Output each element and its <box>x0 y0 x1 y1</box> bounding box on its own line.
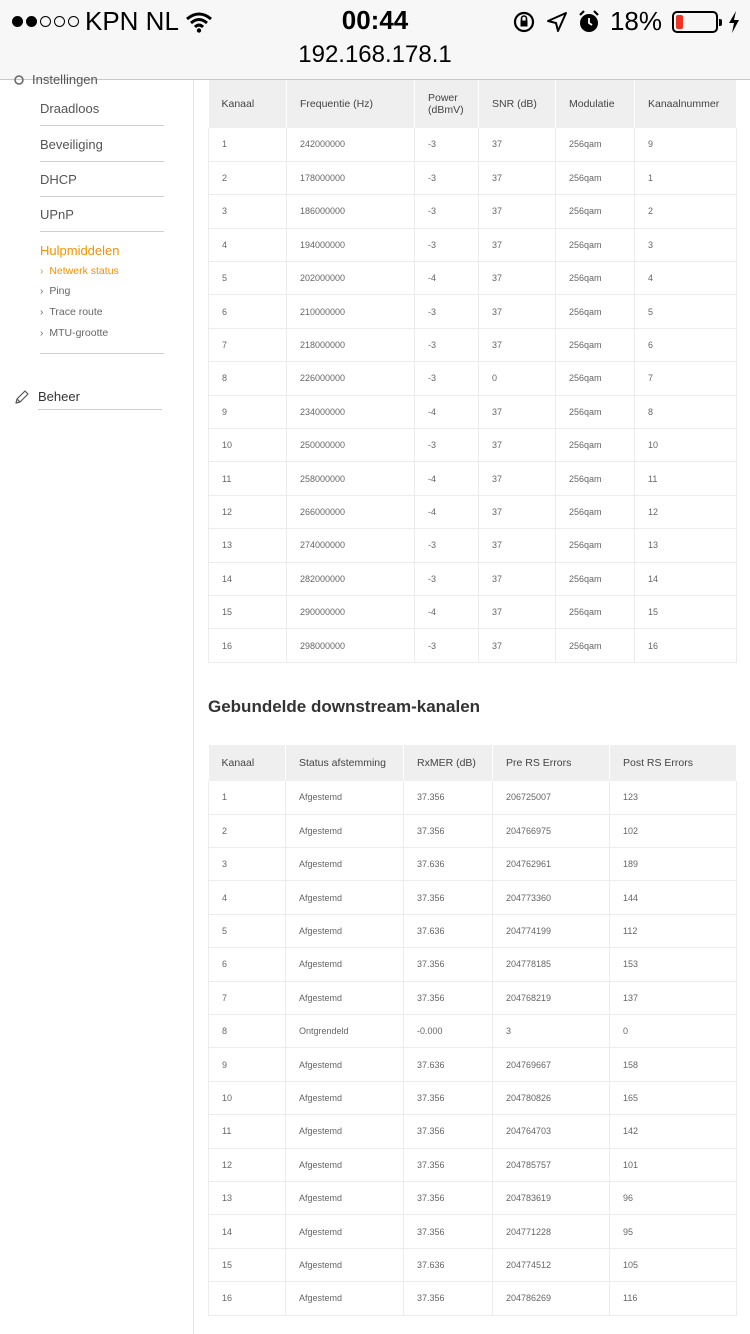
table-row <box>209 1014 737 1047</box>
table-cell: 37.356 <box>404 1215 493 1248</box>
table-row <box>209 881 737 914</box>
table-row <box>209 1282 737 1315</box>
column-header: Kanaal <box>209 745 286 781</box>
sidebar-divider <box>40 353 164 354</box>
table-cell: -4 <box>415 595 479 628</box>
table-row <box>209 629 737 662</box>
table-cell: 137 <box>610 981 737 1014</box>
table-row <box>209 1215 737 1248</box>
sidebar-item-hulpmiddelen[interactable] <box>40 243 164 267</box>
sidebar-section-label: Instellingen <box>32 72 98 87</box>
table-cell: 7 <box>635 362 737 395</box>
table-cell: 8 <box>209 362 287 395</box>
table-cell: 14 <box>635 562 737 595</box>
table-cell: 37 <box>479 562 556 595</box>
status-right <box>512 6 740 37</box>
table-cell: 102 <box>610 814 737 847</box>
table-cell: 37.636 <box>404 914 493 947</box>
column-header: Status afstemming <box>286 745 404 781</box>
sidebar-section-beheer[interactable] <box>14 389 162 410</box>
table-cell: 204768219 <box>493 981 610 1014</box>
table-header-row <box>209 80 737 128</box>
table-cell: -3 <box>415 328 479 361</box>
table-cell: 13 <box>635 529 737 562</box>
sidebar-item-label: Draadloos <box>40 101 100 116</box>
table-cell: 13 <box>209 1181 286 1214</box>
table-cell: 3 <box>209 195 287 228</box>
table-cell: -0.000 <box>404 1014 493 1047</box>
sidebar-item-label: DHCP <box>40 172 77 187</box>
table-cell: -3 <box>415 228 479 261</box>
column-header: Frequentie (Hz) <box>287 80 415 128</box>
table-cell: 0 <box>479 362 556 395</box>
table-cell: 16 <box>209 629 287 662</box>
table-cell: 15 <box>209 1248 286 1281</box>
table-cell: Afgestemd <box>286 1081 404 1114</box>
address-bar[interactable] <box>0 40 750 80</box>
sidebar-item-upnp[interactable] <box>40 207 164 232</box>
table-cell: 12 <box>635 495 737 528</box>
battery-level <box>676 15 683 29</box>
table-row <box>209 328 737 361</box>
table-cell: Ontgrendeld <box>286 1014 404 1047</box>
sidebar-subitem-netwerk-status[interactable] <box>40 265 119 277</box>
table-row <box>209 362 737 395</box>
table-cell: 11 <box>209 462 287 495</box>
table-cell: 242000000 <box>287 128 415 161</box>
table-cell: 112 <box>610 914 737 947</box>
table-cell: 256qam <box>556 595 635 628</box>
status-bar <box>0 0 750 40</box>
table-cell: 37 <box>479 429 556 462</box>
chevron-right-icon: › <box>40 327 44 339</box>
table-cell: 7 <box>209 328 287 361</box>
table-cell: 5 <box>635 295 737 328</box>
column-header: RxMER (dB) <box>404 745 493 781</box>
table-cell: 5 <box>209 914 286 947</box>
table-cell: -3 <box>415 295 479 328</box>
table-cell: 1 <box>635 161 737 194</box>
table-row <box>209 262 737 295</box>
table-row <box>209 848 737 881</box>
table-row <box>209 914 737 947</box>
column-header: Modulatie <box>556 80 635 128</box>
table-row <box>209 814 737 847</box>
table-cell: Afgestemd <box>286 814 404 847</box>
table-cell: 37 <box>479 328 556 361</box>
location-arrow-icon <box>546 11 568 33</box>
table-cell: -4 <box>415 262 479 295</box>
table-cell: 206725007 <box>493 781 610 814</box>
table-cell: 13 <box>209 529 287 562</box>
table-cell: 256qam <box>556 262 635 295</box>
table-row <box>209 462 737 495</box>
table-cell: 194000000 <box>287 228 415 261</box>
table-cell: 298000000 <box>287 629 415 662</box>
table-row <box>209 1115 737 1148</box>
charging-icon <box>728 11 740 33</box>
table-cell: Afgestemd <box>286 1215 404 1248</box>
downstream-channel-table <box>208 80 737 663</box>
table-cell: -3 <box>415 362 479 395</box>
table-cell: 0 <box>610 1014 737 1047</box>
sidebar-item-label: UPnP <box>40 207 74 222</box>
sidebar-item-label: Hulpmiddelen <box>40 243 120 258</box>
bonded-downstream-table <box>208 745 737 1316</box>
table-row <box>209 562 737 595</box>
table-cell: 256qam <box>556 228 635 261</box>
table-cell: 10 <box>635 429 737 462</box>
column-header: Kanaal <box>209 80 287 128</box>
table-cell: 2 <box>209 161 287 194</box>
table-cell: Afgestemd <box>286 1282 404 1315</box>
table-cell: Afgestemd <box>286 1181 404 1214</box>
table-cell: -3 <box>415 529 479 562</box>
table-cell: 15 <box>635 595 737 628</box>
table-cell: 16 <box>209 1282 286 1315</box>
table-cell: 14 <box>209 1215 286 1248</box>
section-title: Gebundelde downstream-kanalen <box>208 696 481 716</box>
table-cell: 37.356 <box>404 1148 493 1181</box>
table-cell: 11 <box>635 462 737 495</box>
sidebar-subitem-label: Netwerk status <box>49 265 119 277</box>
column-header: Post RS Errors <box>610 745 737 781</box>
table-cell: 4 <box>209 228 287 261</box>
alarm-icon <box>578 10 600 34</box>
table-cell: 204786269 <box>493 1282 610 1315</box>
table-cell: 37 <box>479 128 556 161</box>
table-cell: 204764703 <box>493 1115 610 1148</box>
chevron-right-icon: › <box>40 265 44 277</box>
table-cell: -3 <box>415 161 479 194</box>
table-cell: 6 <box>209 295 287 328</box>
table-body <box>209 128 737 662</box>
table-cell: 37.356 <box>404 814 493 847</box>
table-cell: 258000000 <box>287 462 415 495</box>
table-cell: Afgestemd <box>286 881 404 914</box>
sidebar-subitem-trace-route[interactable] <box>40 306 103 318</box>
table-cell: -3 <box>415 195 479 228</box>
table-cell: 37 <box>479 195 556 228</box>
sidebar-subitem-ping[interactable] <box>40 285 70 297</box>
table-row <box>209 1181 737 1214</box>
table-cell: 1 <box>209 128 287 161</box>
table-cell: Afgestemd <box>286 914 404 947</box>
table-cell: 204771228 <box>493 1215 610 1248</box>
table-cell: 226000000 <box>287 362 415 395</box>
table-cell: Afgestemd <box>286 981 404 1014</box>
table-cell: 12 <box>209 495 287 528</box>
table-cell: 12 <box>209 1148 286 1181</box>
table-cell: 4 <box>635 262 737 295</box>
carrier-label: KPN NL <box>85 6 179 36</box>
battery-icon <box>672 11 718 33</box>
table-cell: 256qam <box>556 295 635 328</box>
table-cell: 37.356 <box>404 1282 493 1315</box>
table-cell: 282000000 <box>287 562 415 595</box>
table-cell: 37.356 <box>404 781 493 814</box>
table-cell: 9 <box>209 1048 286 1081</box>
table-cell: 37 <box>479 629 556 662</box>
table-cell: 204773360 <box>493 881 610 914</box>
table-cell: 37 <box>479 161 556 194</box>
table-cell: 256qam <box>556 395 635 428</box>
table-cell: 256qam <box>556 495 635 528</box>
table-cell: 8 <box>209 1014 286 1047</box>
table-cell: 37.356 <box>404 1115 493 1148</box>
table-cell: 95 <box>610 1215 737 1248</box>
table-cell: 116 <box>610 1282 737 1315</box>
table-row <box>209 1248 737 1281</box>
table-cell: 204785757 <box>493 1148 610 1181</box>
table-cell: 204766975 <box>493 814 610 847</box>
table-cell: 37 <box>479 295 556 328</box>
table-cell: 256qam <box>556 529 635 562</box>
table-cell: 218000000 <box>287 328 415 361</box>
table-cell: 204780826 <box>493 1081 610 1114</box>
chevron-right-icon: › <box>40 306 44 318</box>
table-cell: 204769667 <box>493 1048 610 1081</box>
pencil-icon <box>14 389 30 405</box>
table-cell: 3 <box>493 1014 610 1047</box>
table-cell: 290000000 <box>287 595 415 628</box>
table-row <box>209 295 737 328</box>
table-cell: 204774199 <box>493 914 610 947</box>
table-cell: 10 <box>209 429 287 462</box>
table-cell: Afgestemd <box>286 848 404 881</box>
table-cell: 123 <box>610 781 737 814</box>
table-cell: 11 <box>209 1115 286 1148</box>
sidebar-section-label: Beheer <box>38 389 162 410</box>
table-cell: 96 <box>610 1181 737 1214</box>
table-cell: 8 <box>635 395 737 428</box>
table-row <box>209 395 737 428</box>
column-header: SNR (dB) <box>479 80 556 128</box>
table-cell: 37 <box>479 262 556 295</box>
table-cell: 234000000 <box>287 395 415 428</box>
table-cell: Afgestemd <box>286 1248 404 1281</box>
table-cell: 202000000 <box>287 262 415 295</box>
table-cell: 6 <box>209 948 286 981</box>
column-header: Pre RS Errors <box>493 745 610 781</box>
table-cell: 37 <box>479 462 556 495</box>
table-cell: 266000000 <box>287 495 415 528</box>
chevron-right-icon: › <box>40 285 44 297</box>
sidebar-item-draadloos[interactable] <box>40 101 164 126</box>
table-cell: 5 <box>209 262 287 295</box>
table-cell: 1 <box>209 781 286 814</box>
orientation-lock-icon <box>512 10 536 34</box>
sidebar-subitem-mtu-grootte[interactable] <box>40 327 108 339</box>
table-row <box>209 1081 737 1114</box>
sidebar-subitem-label: Trace route <box>49 306 103 318</box>
sidebar-subitem-label: Ping <box>49 285 71 297</box>
table-cell: 9 <box>209 395 287 428</box>
table-row <box>209 161 737 194</box>
table-cell: -4 <box>415 462 479 495</box>
table-cell: 105 <box>610 1248 737 1281</box>
table-cell: 250000000 <box>287 429 415 462</box>
table-cell: 101 <box>610 1148 737 1181</box>
table-row <box>209 1148 737 1181</box>
sidebar-section-instellingen[interactable] <box>12 72 98 87</box>
clock: 00:44 <box>341 5 409 35</box>
table-cell: 9 <box>635 128 737 161</box>
table-cell: 204774512 <box>493 1248 610 1281</box>
table-cell: 2 <box>209 814 286 847</box>
battery-percentage: 18% <box>609 6 662 36</box>
table-cell: 256qam <box>556 195 635 228</box>
column-header: Kanaalnummer <box>635 80 737 128</box>
table-cell: 142 <box>610 1115 737 1148</box>
table-cell: 204778185 <box>493 948 610 981</box>
table-cell: 158 <box>610 1048 737 1081</box>
table-cell: 3 <box>635 228 737 261</box>
table-cell: 37.356 <box>404 948 493 981</box>
table-cell: -3 <box>415 562 479 595</box>
table-cell: 7 <box>209 981 286 1014</box>
table-row <box>209 195 737 228</box>
table-cell: 37.636 <box>404 1248 493 1281</box>
table-cell: Afgestemd <box>286 781 404 814</box>
table-cell: 10 <box>209 1081 286 1114</box>
gear-icon <box>12 73 26 87</box>
table-cell: 186000000 <box>287 195 415 228</box>
table-cell: 37 <box>479 228 556 261</box>
table-cell: Afgestemd <box>286 1148 404 1181</box>
table-cell: 256qam <box>556 462 635 495</box>
table-cell: 256qam <box>556 629 635 662</box>
table-cell: -3 <box>415 429 479 462</box>
table-cell: 256qam <box>556 161 635 194</box>
table-row <box>209 128 737 161</box>
table-cell: 256qam <box>556 562 635 595</box>
table-cell: 256qam <box>556 362 635 395</box>
column-header: Power (dBmV) <box>415 80 479 128</box>
url-text: 192.168.178.1 <box>298 41 452 68</box>
table-cell: 256qam <box>556 328 635 361</box>
main-content <box>208 80 736 1316</box>
table-cell: 37 <box>479 395 556 428</box>
table-cell: -4 <box>415 495 479 528</box>
table-cell: -4 <box>415 395 479 428</box>
table-cell: 256qam <box>556 128 635 161</box>
table-cell: 6 <box>635 328 737 361</box>
table-cell: 37.356 <box>404 981 493 1014</box>
table-cell: 37 <box>479 595 556 628</box>
table-cell: Afgestemd <box>286 1048 404 1081</box>
sidebar-item-beveiliging[interactable] <box>40 137 164 162</box>
table-cell: 37.636 <box>404 848 493 881</box>
sidebar-item-dhcp[interactable] <box>40 172 164 197</box>
table-cell: 153 <box>610 948 737 981</box>
table-cell: 37.636 <box>404 1048 493 1081</box>
table-row <box>209 495 737 528</box>
table-row <box>209 1048 737 1081</box>
sidebar-item-label: Beveiliging <box>40 137 103 152</box>
table-row <box>209 429 737 462</box>
table-cell: 189 <box>610 848 737 881</box>
table-cell: 4 <box>209 881 286 914</box>
table-cell: -3 <box>415 128 479 161</box>
table-cell: 37.356 <box>404 1081 493 1114</box>
table-cell: 37 <box>479 529 556 562</box>
table-body <box>209 781 737 1315</box>
table-cell: 204783619 <box>493 1181 610 1214</box>
table-cell: 144 <box>610 881 737 914</box>
sidebar-subitem-label: MTU-grootte <box>49 327 109 339</box>
table-cell: Afgestemd <box>286 1115 404 1148</box>
table-cell: 274000000 <box>287 529 415 562</box>
table-cell: 2 <box>635 195 737 228</box>
table-cell: 14 <box>209 562 287 595</box>
table-cell: 210000000 <box>287 295 415 328</box>
table-cell: 37.356 <box>404 1181 493 1214</box>
sidebar <box>0 72 194 1334</box>
table-row <box>209 981 737 1014</box>
table-header-row <box>209 745 737 781</box>
table-cell: 37 <box>479 495 556 528</box>
table-row <box>209 595 737 628</box>
table-cell: 37.356 <box>404 881 493 914</box>
table-cell: 3 <box>209 848 286 881</box>
table-cell: 256qam <box>556 429 635 462</box>
table-row <box>209 228 737 261</box>
table-cell: 16 <box>635 629 737 662</box>
table-row <box>209 781 737 814</box>
table-row <box>209 529 737 562</box>
table-cell: 165 <box>610 1081 737 1114</box>
table-cell: 204762961 <box>493 848 610 881</box>
table-cell: Afgestemd <box>286 948 404 981</box>
table-cell: 15 <box>209 595 287 628</box>
table-cell: -3 <box>415 629 479 662</box>
table-cell: 178000000 <box>287 161 415 194</box>
table-row <box>209 948 737 981</box>
